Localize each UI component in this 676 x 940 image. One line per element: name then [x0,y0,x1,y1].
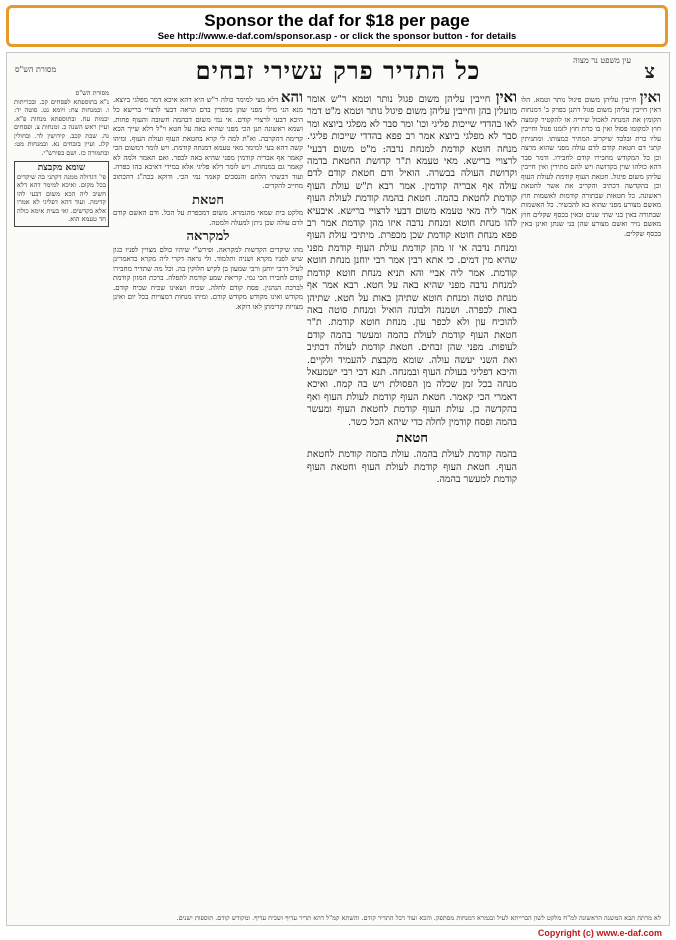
margin-text: נ"א בתוספתא לפסחים קכ. ובכריתות ו. ובמנחות צח: ויומא נט. סוטה יד: יבמות עח. ובתוספתא מנחות פ"א. ועיין ראש השנה כ. ומנחות צ. ופסחים נה. שבת קכב. קידושין לד. ובחולין קלג. ועיין בזבחים נא. ובמנחות מט: ובתמורה כז. ושם בפירש"י. [14,97,109,157]
rashi-opening-word: ואין [639,89,661,106]
sponsor-banner[interactable] [6,5,668,47]
tosafot-text: דלא מצי למימר כולה ר"ש היא דהא איכא דמר מפלגי ביוצא. מנא הני מילי מפני שהן מכפרין בדם ונראה דבעי לרצויי ברישא כל היכא דבעי לרצויי קודם. אי נמי משום דבהמה חשובה והעוף פחות. ושמא ראשונה תנן הכי מפני שהיא באה על חטא וי"ל דלא שייך הכא קדימה דהקרבה. וא"ת למה לי קרא בחטאת העוף ועולת העוף. ומיהו קשה דהא בעי למימר מאי טעמא דמנחה קודמת. ויש לומר דמשום הכי קאמר אף אבריה קודמין מפני שהיא באה לכפר. ואם תאמר ולמה לא קאמר גם במנחות. ויש לומר דלא פליגי אלא במידי דאיכא בהו כפרה. ועוד דבשתי הלחם והנסכים קאמר נמי הכי. ודוקא בכה"ג דהכתוב מחייב להקדים. [113,96,303,190]
masoret-label: מסורת הש"ס [15,65,57,74]
rashi-column [521,89,661,903]
margin-box [14,161,109,227]
sponsor-title[interactable]: Sponsor the daf for $18 per page [204,11,470,30]
margin-column [14,89,109,903]
tosafot-column [113,89,303,903]
page-footnote: לא מרתה תבא המשנה הראשונה למ"ח מלקט לשון הברייתא לעיל ובגמרא דמנחות מסתפק. והכא ועוד דכל התדיר קודם. והשתא קמ"ל דהא תדיר עדיף ושכיח עדיף. ומקודש קודם. תוספות ישנים. [176,914,661,922]
margin-box-text: פי' דגדולה ממנה דקתני בה שיקדים בכל מקום. ואיכא למימר דהא דלא חשיב ליה הכא משום דבעי להו קדימה. ועוד דהא דפליגי לא אמרו אלא בקדשים. ואי בעית אימא כולה חד טעמא הוא. [17,172,106,223]
tosafot-section-text: מלקט בית שמאי מהגמרא. משום דמכפרת על הכל. ודם האשם קודם לדם עולה שכן ניתן למעלה ולמטה. [113,209,303,227]
tosafot-section2-text: מהו שיקדים הקדשות למקראה. ופירש"י שיהיו כולם מצויין לפניו כגון שיש לפניו מקרא ושניה ותלמוד. ולי נראה דקרי ליה מקרא כדאמרינן לעיל דרבי יוחנן ורבי שמעון בן לקיש חלוקין בה. וכל מה שתדיר מחבירו קודם לחבירו הכי נמי. קריאת שמע קודמת לתפלה. ברכת המזון קודמת לברכת הנהנין. פסח קודם לחלה. שכיח ושאינו שכיח שכיח קודם. מקודש ואינו מקודש מקודש קודם. ומיהו מנחות דמצויות בכל יום ואינן מצויות קדימתן לאו דוקא. [113,245,303,311]
copyright-link[interactable]: Copyright (c) www.e-daf.com [537,928,662,938]
rashi-text: חייבין עליהן משום פיגול נותר וטמא. הלו דאין חייבין עליהן משום פגול דתנן בפרק ב' דמנחות הקומץ את המנחה לאכול שיריה או להקטיר קומצה חוץ למקומו פסול ואין בו כרת חוץ לזמנו פגול וחייבין עליו כרת ובלבד שיקריב המתיר כמצותו. ומתניתין קתני דם חטאת קודם לדם עולה מפני שהוא מרצה וכן כל המקודש מחבירו קודם לחבירו. ודמר סבר דהא כולהו שוין בקדושה ויש להם מתירין ואין חייבין עליהן משום פיגול. חטאת העוף קודמת לעולת העוף וכן בהקדשה דכתיב והקריב את אשר לחטאת ראשונה. כל חטאות שבתורה קודמות לאשמות חוץ מאשם מצורע מפני שהוא בא להכשיר. כל האשמות שבתורה באין בני שתי שנים ובאין בכסף שקלים חוץ מאשם נזיר ואשם מצורע שהן בני שנתן ואינן באין בכסף שקלים. [521,96,661,238]
margin-box-title: שומא מקבצת [37,163,86,173]
gemara-opening-word: ואין [495,89,517,106]
sponsor-subtitle[interactable]: See http://www.e-daf.com/sponsor.asp - or click the sponsor button - for details [157,31,517,42]
tosafot-opening-word: והא [280,89,303,106]
talmud-page [6,52,670,926]
gemara-section-label: חטאת [396,430,428,446]
tosafot-section-label: חטאת [192,192,224,208]
tosafot-section2-label: למקראה [186,229,230,244]
page-header [7,53,669,93]
page-title: כל התדיר פרק עשירי זבחים [195,56,481,85]
gemara-section-text: בהמה קודמת לעולת בהמה. עולת בהמה קודמת לחטאת העוף. חטאת העוף קודמת לעולת העוף וחטאת העוף קודמת למעשר בהמה. [307,449,517,486]
ein-mishpat-label: עין משפט נר מצוה [573,56,631,65]
margin-header: מסורת הש"ס [75,89,109,97]
gemara-text: חייבין עליהן משום פגול נותר וטמא ר"ש אומר מועלין בהן וחייבין עליהן משום פיגול נותר וטמא מ"ט דמר לאו בהדדי שייכות פליגי וכו' ומר סבר לא מפלגי ביוצא ומר סבר לא מפלגי ביוצא אמר רב פפא בהדדי שייכות פליגי. מנחה חוטא קודמת למנחת נדבה: מ"ט משום דבעי' לרצויי ברישא. מאי טעמא ת"ר קדושת החטאת בדמה וקדושת העולה בבשרה. הואיל ודם חטאת קודם לדם עולה אף אבריה קודמין. אמר רבא ת"ש עולת העוף קודמת לחטאת בהמה. חטאת בהמה קודמת לעולת העוף אמר ליה מאי טעמא משום דבעי לרצויי ברישא. איבעיא להו מנחת חוטא ומנחת נדבה איזו מהן קודמת אמר רב פפא מנחת חוטא קודמת שכן מכפרת. מיתיבי עולת העוף ומנחת נדבה אי זו מהן קודמת עולת העוף קודמת מפני שהיא מין דמים. כי אתא רבין אמר רבי יוחנן מנחת חוטא קודמת. אמר ליה אביי והא תניא מנחת חוטא קודמת למנחת נדבה מפני שהיא באה על חטא. רבא אמר אף מנחת סוטה ומנחת חוטא שתיהן באות על חטא. שתיהן באות לכפרה. ושמנה ולבונה הואיל ומנחת סוטה באה להוכיח עון ולא לכפר עון. מנחת חוטא קודמת. ת"ר חטאת העוף קודמת לעולת בהמה ומעשר בהמה קודם לעופות. מפני שהן זבחים. חטאת קודמת לעולה דכתיב ואת השני יעשה עולה. שומא מקבצת להעמיד ולקיים. והיכא דפליגי בעולת העוף ובמנחה. תנא דבי רבי ישמעאל מנחה בכל זמן שכלה מן הפסולת ויש בה קמח. ואיכא דאמרי הכי קאמר. חטאת העוף קודמת לעולת העוף ואף בהקדשה כן. עולת העוף קודמת לחטאת העוף ומעשר בהמה ופסח קודמין לחלה כדי שיהא הכל כשר. [307,94,517,428]
gemara-column [307,89,517,903]
page-number: צ [644,59,655,83]
